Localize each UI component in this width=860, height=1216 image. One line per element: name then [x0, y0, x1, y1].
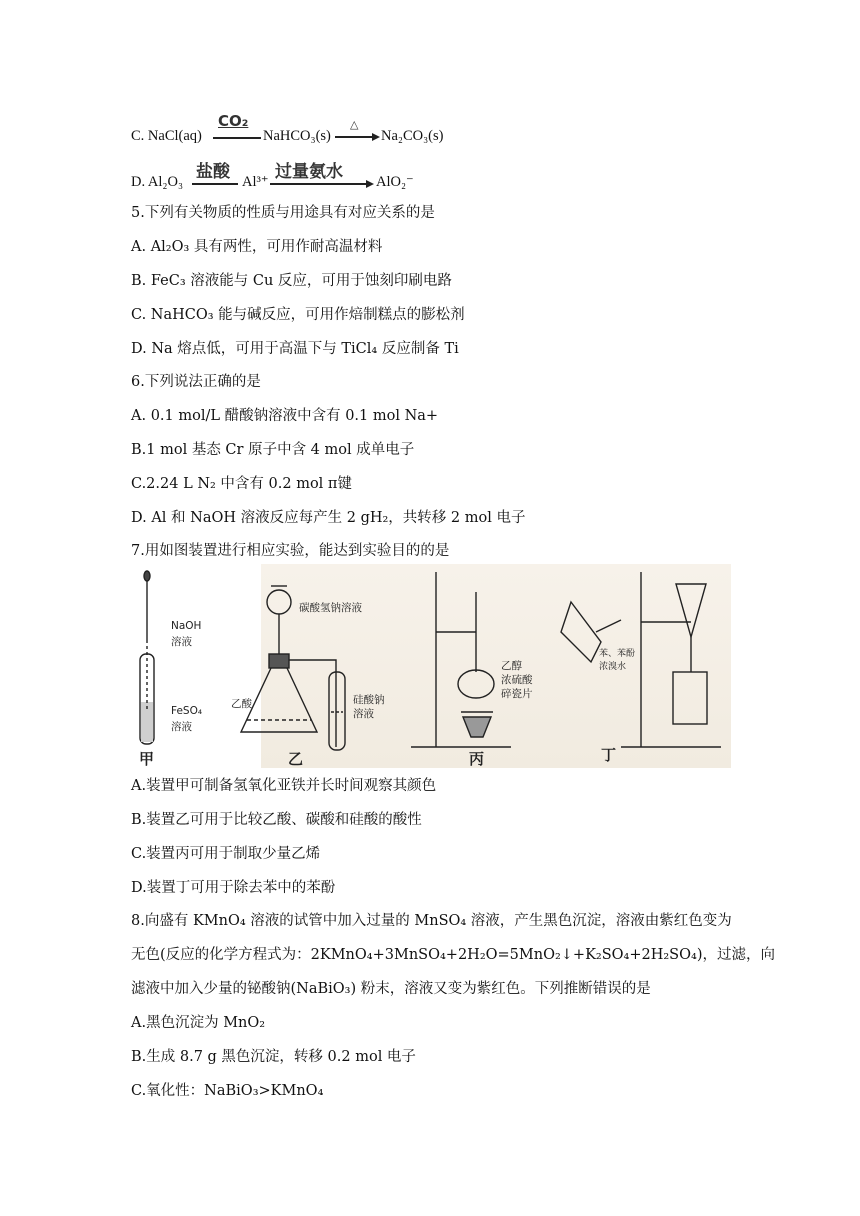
- panel-label-yi: 乙: [288, 750, 304, 768]
- q7-stem: 7.用如图装置进行相应实验，能达到实验目的的是: [131, 543, 450, 559]
- q7-option-b: B.装置乙可用于比较乙酸、碳酸和硅酸的酸性: [131, 812, 422, 828]
- q6-option-b: B.1 mol 基态 Cr 原子中含 4 mol 成单电子: [131, 442, 415, 458]
- q6-stem: 6.下列说法正确的是: [131, 374, 261, 390]
- reaction-d-prefix: D. Al₂O₃: [131, 174, 184, 190]
- apparatus-drawing: [131, 562, 731, 770]
- reaction-c-arrow2: [335, 136, 373, 138]
- yi-acetic-acid-label: 乙酸: [231, 698, 252, 710]
- ding-benzene-phenol-label: 苯、苯酚: [599, 649, 636, 659]
- reaction-c-product: Na₂CO₃(s): [381, 128, 444, 144]
- yi-silicate-label: 硅酸钠: [353, 694, 385, 706]
- q5-stem: 5.下列有关物质的性质与用途具有对应关系的是: [131, 205, 435, 221]
- q8-stem-line-1: 8.向盛有 KMnO₄ 溶液的试管中加入过量的 MnSO₄ 溶液，产生黑色沉淀，溶液由紫红色变为: [131, 913, 732, 929]
- reaction-c-prefix: C. NaCl(aq): [131, 128, 202, 144]
- bing-sulfuric-acid-label: 浓硫酸: [501, 674, 533, 686]
- q5-option-a: A. Al₂O₃ 具有两性，可用作耐高温材料: [131, 239, 383, 255]
- reaction-d-arrowhead: [366, 180, 374, 188]
- jia-feso4-label: FeSO₄: [171, 705, 203, 717]
- jia-naoh-label: NaOH: [171, 620, 202, 632]
- panel-label-ding: 丁: [601, 746, 617, 764]
- q6-option-d: D. Al 和 NaOH 溶液反应每产生 2 gH₂，共转移 2 mol 电子: [131, 510, 526, 526]
- panel-label-jia: 甲: [139, 750, 155, 768]
- q8-option-b: B.生成 8.7 g 黑色沉淀，转移 0.2 mol 电子: [131, 1049, 416, 1065]
- q5-option-d: D. Na 熔点低，可用于高温下与 TiCl₄ 反应制备 Ti: [131, 341, 459, 357]
- q8-option-a: A.黑色沉淀为 MnO₂: [131, 1015, 266, 1031]
- reaction-d-arrow1: [192, 183, 238, 185]
- reaction-d-product: AlO₂⁻: [376, 174, 414, 190]
- bing-ethanol-label: 乙醇: [501, 660, 522, 672]
- yi-bicarbonate-label: 碳酸氢钠溶液: [299, 602, 362, 614]
- reaction-c-arrowhead: [372, 133, 380, 141]
- q5-option-c: C. NaHCO₃ 能与碱反应，可用作焙制糕点的膨松剂: [131, 307, 465, 323]
- yi-solution-label: 溶液: [353, 708, 374, 720]
- q8-stem-line-2: 无色(反应的化学方程式为：2KMnO₄+3MnSO₄+2H₂O=5MnO₂↓+K₂SO₄+2H₂SO₄)，过滤，向: [131, 947, 775, 963]
- q6-option-c: C.2.24 L N₂ 中含有 0.2 mol π键: [131, 476, 352, 492]
- q7-option-d: D.装置丁可用于除去苯中的苯酚: [131, 880, 336, 896]
- ding-bromine-water-label: 浓溴水: [599, 662, 627, 672]
- reaction-d-arrow2: [270, 183, 368, 185]
- q7-option-a: A.装置甲可制备氢氧化亚铁并长时间观察其颜色: [131, 778, 437, 794]
- reaction-c-arrow1: [213, 137, 261, 139]
- q8-stem-line-3: 滤液中加入少量的铋酸钠(NaBiO₃) 粉末，溶液又变为紫红色。下列推断错误的是: [131, 981, 651, 997]
- reaction-d-arrow2-label: 过量氨水: [275, 162, 343, 182]
- jia-solution-label-2: 溶液: [171, 721, 192, 733]
- panel-label-bing: 丙: [469, 750, 485, 768]
- reaction-c-middle: NaHCO₃(s): [263, 128, 331, 144]
- q7-option-c: C.装置丙可用于制取少量乙烯: [131, 846, 321, 862]
- q5-option-b: B. FeC₃ 溶液能与 Cu 反应，可用于蚀刻印刷电路: [131, 273, 452, 289]
- jia-solution-label-1: 溶液: [171, 636, 192, 648]
- reaction-c-arrow1-label: CO₂: [218, 112, 249, 130]
- reaction-d-arrow1-label: 盐酸: [196, 162, 230, 182]
- reaction-d-middle: Al³⁺: [242, 174, 269, 190]
- bing-porcelain-label: 碎瓷片: [501, 688, 533, 700]
- q8-option-c: C.氧化性：NaBiO₃>KMnO₄: [131, 1083, 324, 1099]
- apparatus-figure: [131, 562, 731, 770]
- q6-option-a: A. 0.1 mol/L 醋酸钠溶液中含有 0.1 mol Na+: [131, 408, 439, 424]
- reaction-c-heat-label: △: [350, 118, 359, 131]
